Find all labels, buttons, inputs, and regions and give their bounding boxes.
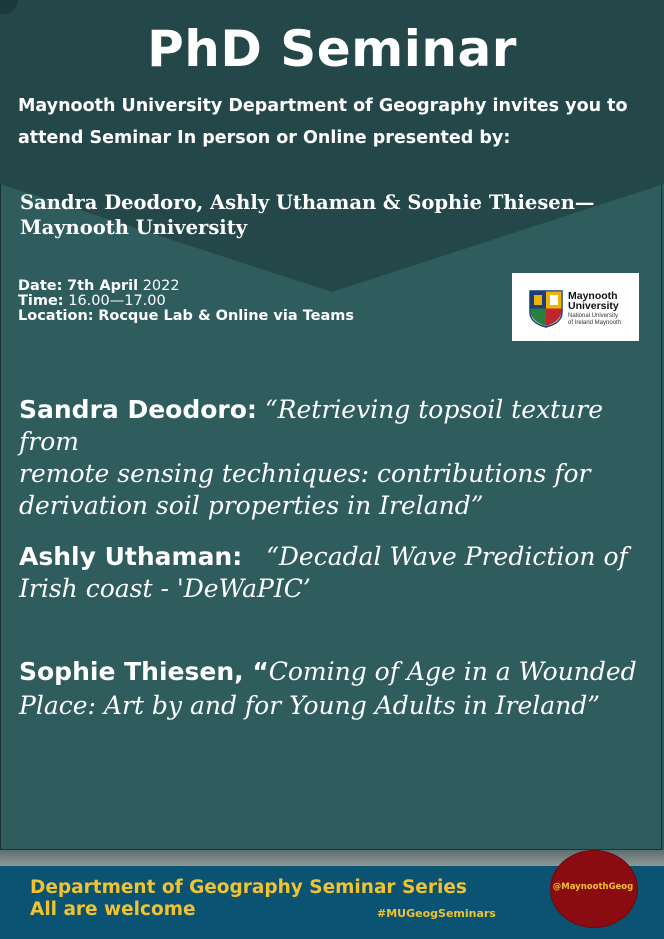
invitation-text xyxy=(18,90,638,154)
university-crest-icon xyxy=(529,290,563,328)
talk-sandra-deodoro xyxy=(19,394,659,522)
presenters-heading xyxy=(20,190,620,240)
location-value: Rocque Lab & Online via Teams xyxy=(98,308,355,324)
talk-ashly-uthaman xyxy=(19,541,659,605)
time-label: Time: xyxy=(18,293,64,309)
logo-subtitle: National University of Ireland Maynooth xyxy=(568,313,622,326)
date-label: Date: xyxy=(18,278,63,294)
speaker-name: Ashly Uthaman: xyxy=(19,542,243,571)
talk-title-line: Place: Art by and for Young Adults in Ireland” xyxy=(19,691,601,720)
talk-title-line: “Retrieving topsoil texture from xyxy=(19,395,604,456)
date-year: 2022 xyxy=(142,278,180,294)
time-row xyxy=(18,294,438,309)
location-row xyxy=(18,309,438,324)
series-name: Department of Geography Seminar Series xyxy=(30,877,467,898)
date-value: 7th April xyxy=(67,278,139,294)
invitation-line: Maynooth University Department of Geography invites you to xyxy=(18,96,628,116)
time-value: 16.00—17.00 xyxy=(68,293,166,309)
invitation-line: attend Seminar In person or Online presented by: xyxy=(18,128,511,148)
logo-name: Maynooth University xyxy=(568,290,619,312)
location-label: Location: xyxy=(18,308,94,324)
maynooth-university-logo xyxy=(512,273,639,341)
talk-title-line: remote sensing techniques: contributions for xyxy=(19,459,591,488)
social-handle: @MaynoothGeog xyxy=(552,882,634,892)
talk-title-line: Coming of Age in a Wounded xyxy=(268,657,637,686)
presenters-line: Sandra Deodoro, Ashly Uthaman & Sophie Thiesen— xyxy=(20,191,595,214)
speaker-name: Sandra Deodoro: xyxy=(19,395,257,424)
talk-title-line: derivation soil properties in Ireland” xyxy=(19,491,484,520)
talk-title-line: Irish coast - 'DeWaPIC’ xyxy=(19,574,311,603)
welcome-text: All are welcome xyxy=(30,899,196,920)
speaker-name: Sophie Thiesen, “ xyxy=(19,657,269,686)
event-details xyxy=(18,279,438,324)
talk-title-line: “Decadal Wave Prediction of xyxy=(266,542,628,571)
page-title: PhD Seminar xyxy=(147,20,517,78)
talk-sophie-thiesen xyxy=(19,655,659,723)
date-row xyxy=(18,279,438,294)
hashtag: #MUGeogSeminars xyxy=(377,907,496,920)
presenters-affiliation: Maynooth University xyxy=(20,216,248,239)
